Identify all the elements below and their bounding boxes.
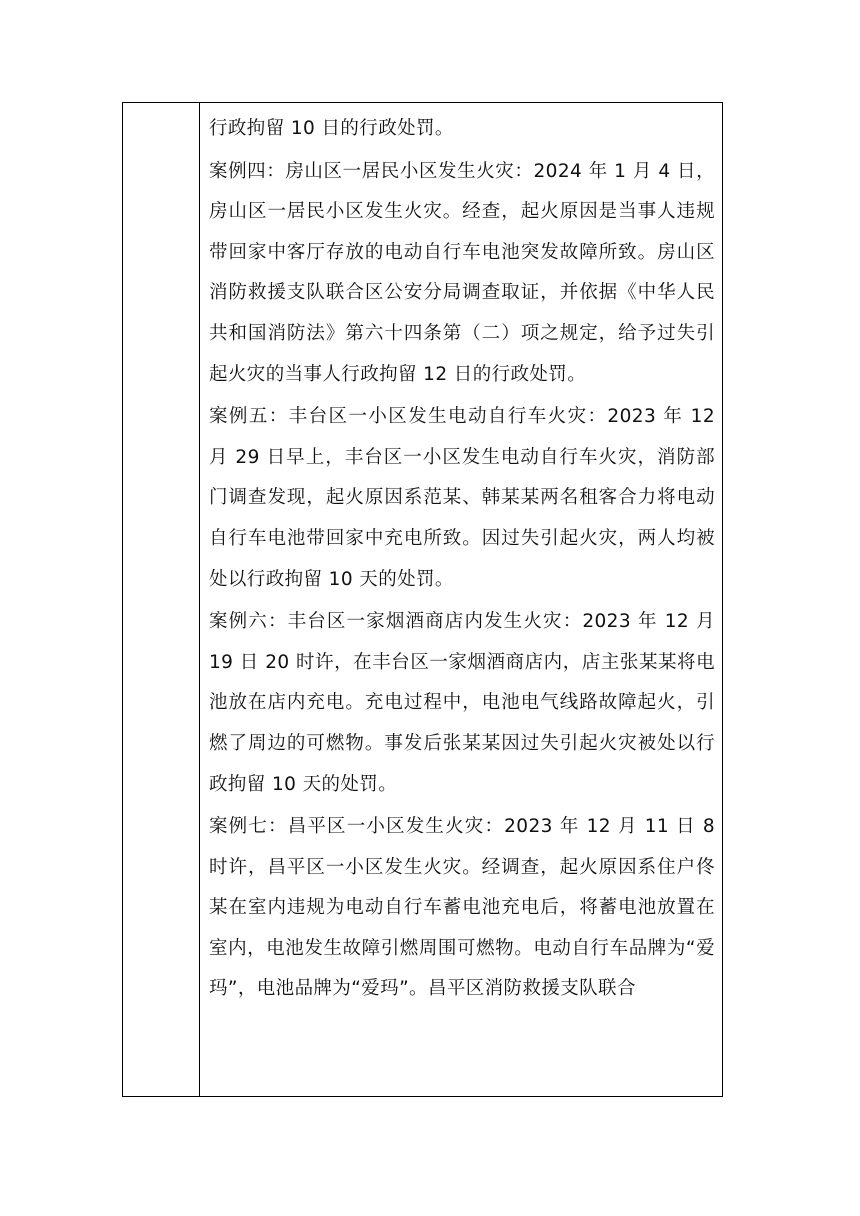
paragraph-case-6: 案例六：丰台区一家烟酒商店内发生火灾：2023 年 12 月 19 日 20 时许，在丰台区一家烟酒商店内，店主张某某将电池放在店内充电。充电过程中，电池电气线路故障起火，引燃了周边的可燃物。事发后张某某因过失引起火灾被处以行政拘留 10 天的处罚。	[209, 611, 715, 795]
table-content-cell	[209, 109, 715, 1012]
paragraph-case-4: 案例四：房山区一居民小区发生火灾：2024 年 1 月 4 日，房山区一居民小区发生火灾。经查，起火原因是当事人违规带回家中客厅存放的电动自行车电池突发故障所致。房山区消防救援支队联合区公安分局调查取证，并依据《中华人民共和国消防法》第六十四条第（二）项之规定，给予过失引起火灾的当事人行政拘留 12 日的行政处罚。	[209, 160, 715, 385]
table-left-column	[123, 103, 199, 1096]
column-divider	[199, 103, 200, 1096]
paragraph-case-7: 案例七：昌平区一小区发生火灾：2023 年 12 月 11 日 8 时许，昌平区一小区发生火灾。经调查，起火原因系住户佟某在室内违规为电动自行车蓄电池充电后，将蓄电池放置在室内，电池发生故障引燃周围可燃物。电动自行车品牌为“爱玛”，电池品牌为“爱玛”。昌平区消防救援支队联合	[209, 816, 715, 1000]
paragraph-continuation: 行政拘留 10 日的行政处罚。	[209, 118, 454, 139]
document-table	[122, 102, 723, 1097]
paragraph-case-5: 案例五：丰台区一小区发生电动自行车火灾：2023 年 12 月 29 日早上，丰台区一小区发生电动自行车火灾，消防部门调查发现，起火原因系范某、韩某某两名租客合力将电动自行车电池带回家中充电所致。因过失引起火灾，两人均被处以行政拘留 10 天的处罚。	[209, 406, 715, 590]
